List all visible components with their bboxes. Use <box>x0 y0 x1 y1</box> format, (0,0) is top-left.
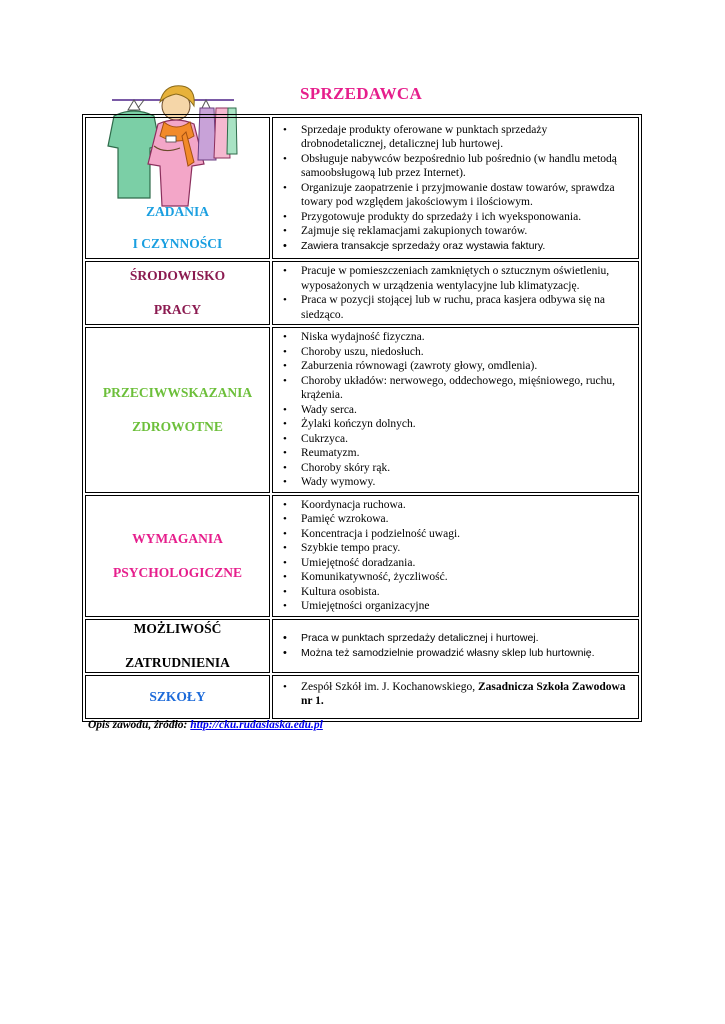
list-item: • Zawiera transakcje sprzedaży oraz wystawia faktury. <box>301 239 634 254</box>
list-item: • Praca w punktach sprzedaży detalicznej i hurtowej. <box>301 631 634 646</box>
row-label-szkoly <box>85 675 270 719</box>
table-row <box>85 619 639 673</box>
label-line: PRZECIWWSKAZANIA <box>102 384 253 400</box>
list-item: • Reumatyzm. <box>301 446 634 461</box>
list-item: • Zajmuje się reklamacjami zakupionych towarów. <box>301 224 634 239</box>
list-item: • Przygotowuje produkty do sprzedaży i ich wyeksponowania. <box>301 210 634 225</box>
row-content-mozliwosc <box>272 619 639 673</box>
row-label-przeciwwskazania <box>85 327 270 493</box>
source-link[interactable]: http://cku.rudaslaska.edu.pl <box>190 719 323 731</box>
list-item: • Cukrzyca. <box>301 432 634 447</box>
list-item: • Sprzedaje produkty oferowane w punktach sprzedaży drobnodetalicznej, detalicznej lub hurtowej. <box>301 123 634 152</box>
label-line: MOŻLIWOŚĆ <box>133 620 222 636</box>
school-type: Zasadnicza Szkoła Zawodowa nr 1. <box>301 680 626 707</box>
label-line: PSYCHOLOGICZNE <box>112 564 243 580</box>
table-row <box>85 327 639 493</box>
list-item: • Niska wydajność fizyczna. <box>301 330 634 345</box>
table-row <box>85 261 639 325</box>
row-label-zadania <box>85 117 270 259</box>
list-item: • Pracuje w pomieszczeniach zamkniętych o sztucznym oświetleniu, wyposażonych w urządzenia wentylacyjne lub klimatyzację. <box>301 264 634 293</box>
list-item: • Kultura osobista. <box>301 585 634 600</box>
page-title: SPRZEDAWCA <box>300 84 423 103</box>
list-item: • Pamięć wzrokowa. <box>301 512 634 527</box>
list-item: • Praca w pozycji stojącej lub w ruchu, praca kasjera odbywa się na siedząco. <box>301 293 634 322</box>
row-content-wymagania <box>272 495 639 617</box>
row-content-zadania <box>272 117 639 259</box>
list-item: • Komunikatywność, życzliwość. <box>301 570 634 585</box>
list-item: • Choroby układów: nerwowego, oddechowego, mięśniowego, ruchu, krążenia. <box>301 374 634 403</box>
row-label-mozliwosc <box>85 619 270 673</box>
list-item: • Koncentracja i podzielność uwagi. <box>301 527 634 542</box>
list-item: • Organizuje zaopatrzenie i przyjmowanie dostaw towarów, sprawdza towary pod względem jakościowym i ilościowym. <box>301 181 634 210</box>
label-line: I CZYNNOŚCI <box>132 236 223 251</box>
list-item: • Szybkie tempo pracy. <box>301 541 634 556</box>
list-item: • Wady serca. <box>301 403 634 418</box>
source-label: Opis zawodu, źródło: <box>88 719 191 731</box>
label-line: ZADANIA <box>145 204 209 219</box>
source-note <box>88 719 323 731</box>
table-row <box>85 117 639 259</box>
list-item: • Koordynacja ruchowa. <box>301 498 634 513</box>
list-item: • Choroby uszu, niedosłuch. <box>301 345 634 360</box>
list-item: • Żylaki kończyn dolnych. <box>301 417 634 432</box>
label-line: SZKOŁY <box>149 688 206 704</box>
list-item: • Umiejętność doradzania. <box>301 556 634 571</box>
row-label-srodowisko <box>85 261 270 325</box>
label-line: ZDROWOTNE <box>132 418 223 434</box>
label-line: ŚRODOWISKO <box>129 268 226 283</box>
list-item: • Można też samodzielnie prowadzić własny sklep lub hurtownię. <box>301 646 634 661</box>
row-label-wymagania <box>85 495 270 617</box>
table-row <box>85 675 639 719</box>
table-row <box>85 495 639 617</box>
row-content-przeciwwskazania <box>272 327 639 493</box>
label-line: PRACY <box>153 302 202 317</box>
row-content-szkoly <box>272 675 639 719</box>
school-name: Zespół Szkół im. J. Kochanowskiego, <box>301 680 478 693</box>
list-item: • Wady wymowy. <box>301 475 634 490</box>
list-item: • Umiejętności organizacyjne <box>301 599 634 614</box>
list-item: • Choroby skóry rąk. <box>301 461 634 476</box>
label-line: ZATRUDNIENIA <box>125 654 230 670</box>
label-line: WYMAGANIA <box>132 530 223 546</box>
occupation-table <box>82 114 642 722</box>
row-content-srodowisko <box>272 261 639 325</box>
list-item <box>301 680 634 709</box>
list-item: • Zaburzenia równowagi (zawroty głowy, omdlenia). <box>301 359 634 374</box>
list-item: • Obsługuje nabywców bezpośrednio lub pośrednio (w handlu metodą samoobsługową lub przez Internet). <box>301 152 634 181</box>
